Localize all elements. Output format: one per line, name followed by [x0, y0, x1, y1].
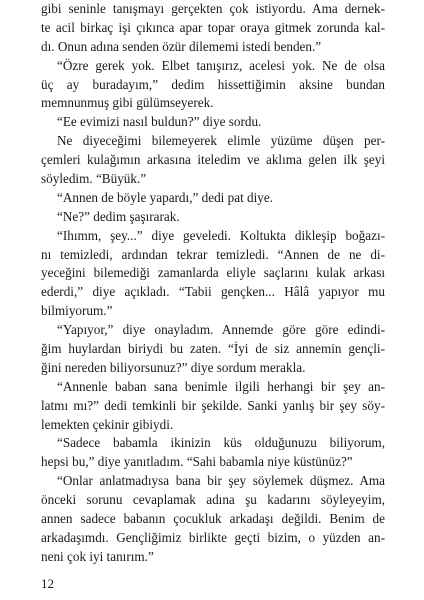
text-line: latmı mı?” dedi temkinli bir şekilde. Sanki yanlış bir şey söy-	[41, 397, 385, 413]
text-line: üç ay buradayım,” dedim hissettiğimin aksine bundan	[41, 76, 385, 92]
text-line: ederdi,” diye açıkladı. “Tabii gençken... Hâlâ yapıyor mu	[41, 284, 385, 300]
text-line: te acil birkaç işi çıkınca apar topar oraya gitmek zorunda kal-	[41, 19, 385, 35]
text-line: “Ihımm, şey...” diye geveledi. Koltukta dikleşip boğazı-	[57, 227, 385, 243]
text-line: “Özre gerek yok. Elbet tanışırız, acelesi yok. Ne de olsa	[57, 57, 385, 73]
text-line: “Ne?” dedim şaşırarak.	[57, 208, 180, 224]
text-line: dı. Onun adına senden özür dilememi istedi benden.”	[41, 38, 322, 54]
text-line: “Annenle baban sana benimle ilgili herhangi bir şey an-	[57, 378, 385, 394]
page-number: 12	[41, 576, 54, 591]
text-line: gibi seninle tanışmayı gerçekten çok istiyordu. Ama dernek-	[41, 1, 385, 16]
text-line: “Sadece babamla ikinizin küs olduğunuzu biliyorum,	[57, 435, 385, 451]
text-line: hepsi bu,” diye yanıtladım. “Sahi babamla niye küstünüz?”	[41, 454, 353, 470]
text-line: nı temizledi, ardından tekrar temizledi. “Annen de ne di-	[41, 246, 385, 262]
text-line: bilmiyorum.”	[41, 303, 113, 319]
text-line: Ne diyeceğimi bilemeyerek elimle yüzüme düşen per-	[57, 133, 385, 149]
text-line: “Yapıyor,” diye onayladım. Annemde göre göre edindi-	[57, 322, 385, 338]
text-line: çemleri kulağımın arkasına iteledim ve aklıma gelen ilk şeyi	[41, 152, 385, 168]
body-text	[41, 0, 385, 567]
text-line: neni çok iyi tanırım.”	[41, 548, 154, 564]
text-line: önceki sorunu cevaplamak adına şu kadarını söyleyeyim,	[41, 492, 385, 508]
text-line: “Onlar anlatmadıysa bana bir şey söylemek düşmez. Ama	[57, 473, 385, 489]
text-line: “Annen de böyle yapardı,” dedi pat diye.	[57, 189, 274, 205]
text-line: yeceğini bilemediği zamanlarda eliyle saçlarını kulak arkası	[41, 265, 385, 281]
text-line: lemekten çekinir gibiydi.	[41, 416, 174, 432]
text-line: “Ee evimizi nasıl buldun?” diye sordu.	[57, 114, 262, 130]
text-line: memnunmuş gibi gülümseyerek.	[41, 95, 214, 111]
text-line: annen sadece babanın çocukluk arkadaşı değildi. Benim de	[41, 511, 385, 527]
text-line: arkadaşımdı. Gençliğimiz birlikte geçti bizim, o yüzden an-	[41, 529, 385, 545]
text-line: ğim huylardan biriydi bu zaten. “İyi de siz annemin gençli-	[41, 341, 385, 357]
text-line: söyledim. “Büyük.”	[41, 171, 147, 187]
text-line: ğini nereden biliyorsunuz?” diye sordum merakla.	[41, 359, 306, 375]
